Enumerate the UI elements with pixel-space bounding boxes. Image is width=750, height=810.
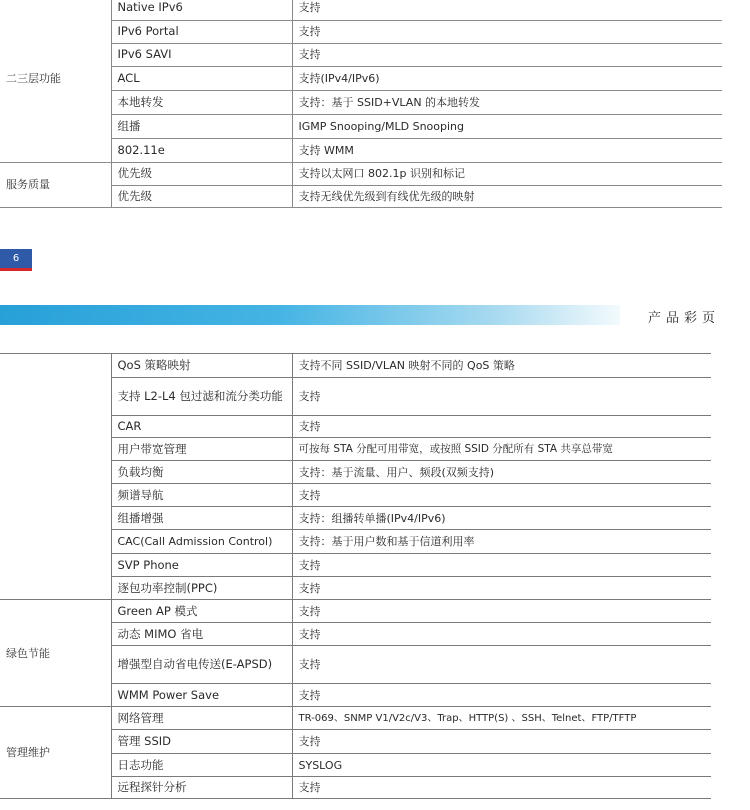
value-cell: 可按每 STA 分配可用带宽，或按照 SSID 分配所有 STA 共享总带宽 bbox=[292, 438, 711, 461]
category-cell: 服务质量 bbox=[0, 162, 111, 207]
feature-cell: ACL bbox=[111, 66, 292, 90]
value-cell: 支持：组播转单播(IPv4/IPv6) bbox=[292, 507, 711, 530]
value-cell: 支持 bbox=[292, 484, 711, 507]
category-cell: 二三层功能 bbox=[0, 0, 111, 162]
value-cell: SYSLOG bbox=[292, 754, 711, 777]
category-cell bbox=[0, 354, 111, 600]
value-cell: 支持 bbox=[292, 730, 711, 754]
feature-cell: 用户带宽管理 bbox=[111, 438, 292, 461]
feature-cell: IPv6 SAVI bbox=[111, 43, 292, 66]
value-cell: 支持 bbox=[292, 623, 711, 646]
feature-cell: 增强型自动省电传送(E-APSD) bbox=[111, 646, 292, 684]
page-number-badge: 6 bbox=[0, 249, 32, 271]
value-cell: 支持：基于用户数和基于信道利用率 bbox=[292, 530, 711, 554]
section-title: 产品彩页 bbox=[647, 311, 720, 326]
value-cell: 支持不同 SSID/VLAN 映射不同的 QoS 策略 bbox=[292, 354, 711, 378]
category-cell: 管理维护 bbox=[0, 707, 111, 799]
table-row bbox=[0, 0, 722, 20]
spec-table-top bbox=[0, 0, 722, 208]
feature-cell: 远程探针分析 bbox=[111, 777, 292, 799]
feature-cell: Green AP 模式 bbox=[111, 600, 292, 623]
feature-cell: 负载均衡 bbox=[111, 461, 292, 484]
feature-cell: 动态 MIMO 省电 bbox=[111, 623, 292, 646]
value-cell: 支持 bbox=[292, 554, 711, 577]
feature-cell: CAC(Call Admission Control) bbox=[111, 530, 292, 554]
value-cell: 支持以太网口 802.1p 识别和标记 bbox=[292, 162, 722, 185]
value-cell: 支持：基于流量、用户、频段(双频支持) bbox=[292, 461, 711, 484]
feature-cell: 组播 bbox=[111, 114, 292, 138]
section-header-bar bbox=[0, 305, 620, 325]
feature-cell: QoS 策略映射 bbox=[111, 354, 292, 378]
value-cell: 支持无线优先级到有线优先级的映射 bbox=[292, 185, 722, 207]
spec-table-bottom bbox=[0, 353, 711, 799]
category-cell: 绿色节能 bbox=[0, 600, 111, 707]
value-cell: 支持(IPv4/IPv6) bbox=[292, 66, 722, 90]
value-cell: IGMP Snooping/MLD Snooping bbox=[292, 114, 722, 138]
feature-cell: 管理 SSID bbox=[111, 730, 292, 754]
feature-cell: CAR bbox=[111, 416, 292, 438]
table-row bbox=[0, 707, 711, 730]
value-cell: 支持 WMM bbox=[292, 138, 722, 162]
value-cell: 支持 bbox=[292, 577, 711, 600]
feature-cell: 网络管理 bbox=[111, 707, 292, 730]
feature-cell: 优先级 bbox=[111, 162, 292, 185]
feature-cell: 优先级 bbox=[111, 185, 292, 207]
value-cell: 支持 bbox=[292, 43, 722, 66]
feature-cell: 本地转发 bbox=[111, 90, 292, 114]
feature-cell: 日志功能 bbox=[111, 754, 292, 777]
feature-cell: 频谱导航 bbox=[111, 484, 292, 507]
value-cell: 支持 bbox=[292, 646, 711, 684]
feature-cell: IPv6 Portal bbox=[111, 20, 292, 43]
feature-cell: Native IPv6 bbox=[111, 0, 292, 20]
value-cell: 支持 bbox=[292, 684, 711, 707]
value-cell: 支持 bbox=[292, 777, 711, 799]
table-row bbox=[0, 162, 722, 185]
feature-cell: 组播增强 bbox=[111, 507, 292, 530]
value-cell: 支持 bbox=[292, 0, 722, 20]
value-cell: 支持 bbox=[292, 600, 711, 623]
feature-cell: SVP Phone bbox=[111, 554, 292, 577]
feature-cell: WMM Power Save bbox=[111, 684, 292, 707]
value-cell: 支持：基于 SSID+VLAN 的本地转发 bbox=[292, 90, 722, 114]
feature-cell: 802.11e bbox=[111, 138, 292, 162]
value-cell: 支持 bbox=[292, 378, 711, 416]
value-cell: 支持 bbox=[292, 416, 711, 438]
value-cell: 支持 bbox=[292, 20, 722, 43]
value-cell: TR-069、SNMP V1/V2c/V3、Trap、HTTP(S) 、SSH、Telnet、FTP/TFTP bbox=[292, 707, 711, 730]
table-row bbox=[0, 354, 711, 378]
feature-cell: 逐包功率控制(PPC) bbox=[111, 577, 292, 600]
table-row bbox=[0, 600, 711, 623]
feature-cell: 支持 L2-L4 包过滤和流分类功能 bbox=[111, 378, 292, 416]
